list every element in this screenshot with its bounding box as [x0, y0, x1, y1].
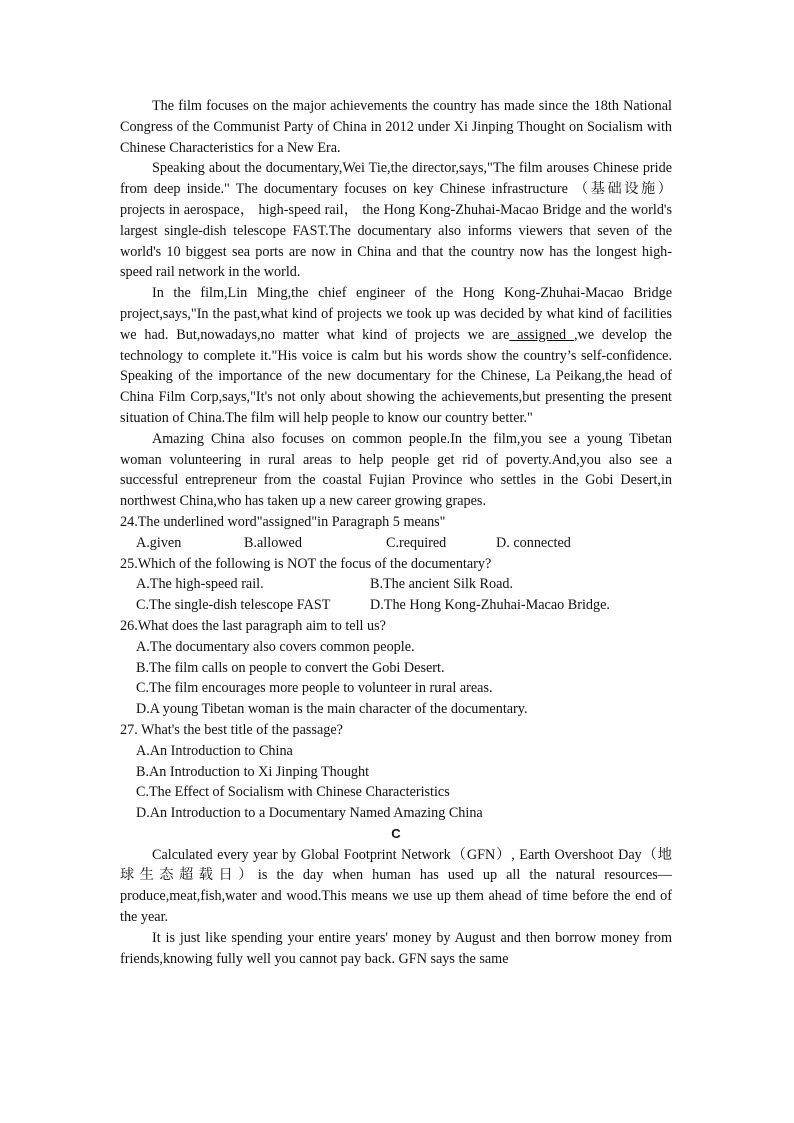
option-26-c: C.The film encourages more people to volunteer in rural areas.	[136, 680, 493, 697]
question-24: 24.The underlined word"assigned"in Paragraph 5 means"	[120, 513, 446, 530]
paragraph-b4: Amazing China also focuses on common people.In the film,you see a young Tibetan woman volunteering in rural areas to help people get rid of poverty.And,you also see a successful entrepreneur from the coastal Fujian Province who settles in the Gobi Desert,in northwest China,who has taken up a new career growing grapes.	[120, 430, 672, 510]
option-27-d: D.An Introduction to a Documentary Named Amazing China	[136, 805, 483, 822]
option-24-d: D. connected	[496, 534, 571, 551]
paragraph-b1: The film focuses on the major achievements the country has made since the 18th National Congress of the Communist Party of China in 2012 under Xi Jinping Thought on Socialism with Chinese Characteristics for a New Era.	[120, 98, 672, 156]
question-24-options	[120, 533, 672, 554]
option-25-a: A.The high-speed rail.	[136, 576, 264, 593]
section-label-c: C	[391, 825, 401, 841]
option-27-c: C.The Effect of Socialism with Chinese Characteristics	[136, 784, 450, 801]
underlined-word-assigned: assigned	[509, 326, 574, 343]
question-27: 27. What's the best title of the passage?	[120, 721, 343, 738]
paragraph-b3	[120, 283, 672, 429]
option-27-a: A.An Introduction to China	[136, 742, 293, 759]
question-25-options-row2	[120, 595, 672, 616]
option-25-c: C.The single-dish telescope FAST	[136, 597, 331, 614]
option-27-b: B.An Introduction to Xi Jinping Thought	[136, 763, 370, 780]
question-25: 25.Which of the following is NOT the focus of the documentary?	[120, 555, 492, 572]
paragraph-c2: It is just like spending your entire years' money by August and then borrow money from friends,knowing fully well you cannot pay back. GFN says the same	[120, 929, 672, 967]
option-25-b: B.The ancient Silk Road.	[370, 576, 514, 593]
paragraph-c1: Calculated every year by Global Footprint Network（GFN）, Earth Overshoot Day（地球生态超载日）is the day when human has used up all the natural resources—produce,meat,fish,water and wood.This means we use up them ahead of time before the end of the year.	[120, 846, 672, 926]
option-26-b: B.The film calls on people to convert the Gobi Desert.	[136, 659, 445, 676]
question-25-options-row1	[120, 574, 672, 595]
option-26-d: D.A young Tibetan woman is the main character of the documentary.	[136, 701, 528, 718]
paragraph-b3-part2: ,we develop the technology to complete it."His voice is calm but his words show the country’s self-confidence. Speaking of the importance of the new documentary for the Chinese, La Peikang,the head of China Film Corp,says,"It's not only about showing the achievements,but presenting the present situation of China.The film will help people to know our country better."	[120, 326, 672, 426]
option-26-a: A.The documentary also covers common people.	[136, 638, 415, 655]
option-25-d: D.The Hong Kong-Zhuhai-Macao Bridge.	[370, 597, 610, 614]
paragraph-b2: Speaking about the documentary,Wei Tie,the director,says,"The film arouses Chinese pride from deep inside." The documentary focuses on key Chinese infrastructure （基础设施） projects in aerospace， high-speed rail， the Hong Kong-Zhuhai-Macao Bridge and the world's largest single-dish telescope FAST.The documentary also informs viewers that seven of the world's 10 biggest sea ports are now in China and that the country now has the longest high-speed rail network in the world.	[120, 160, 672, 281]
option-24-c: C.required	[386, 534, 447, 551]
question-26: 26.What does the last paragraph aim to tell us?	[120, 617, 386, 634]
paragraph-b3-part1: In the film,Lin Ming,the chief engineer of the Hong Kong-Zhuhai-Macao Bridge project,says,"In the past,what kind of projects we took up was decided by what kind of facilities we had. But,nowadays,no matter what kind of projects we are	[120, 285, 672, 343]
option-24-a: A.given	[136, 534, 182, 551]
option-24-b: B.allowed	[244, 534, 302, 551]
document-page	[120, 96, 672, 969]
